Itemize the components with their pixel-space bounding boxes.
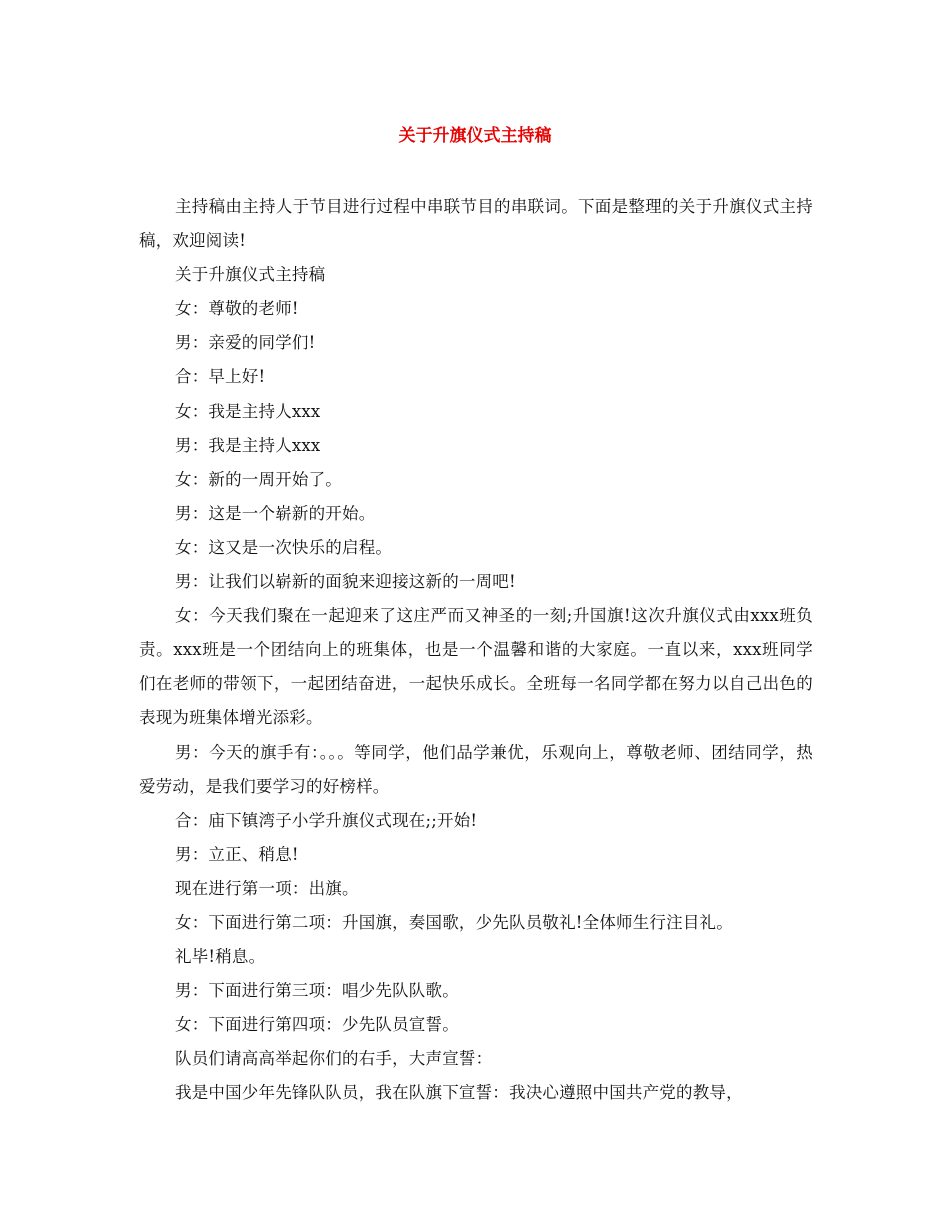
document-body — [139, 190, 813, 1111]
paragraph: 现在进行第一项：出旗。 — [175, 878, 359, 898]
paragraph: 女：今天我们聚在一起迎来了这庄严而又神圣的一刻;升国旗!这次升旗仪式由xxx班负责。xxx班是一个团结向上的班集体，也是一个温馨和谐的大家庭。一直以来，xxx班同学们在老师的带领下，一起团结奋进，一起快乐成长。全班每一名同学都在努力以自己出色的表现为班集体增光添彩。 — [139, 606, 813, 728]
document-title: 关于升旗仪式主持稿 — [398, 126, 552, 146]
paragraph: 合：庙下镇湾子小学升旗仪式现在;;开始! — [175, 810, 478, 830]
paragraph: 男：立正、稍息! — [175, 844, 299, 864]
paragraph: 女：新的一周开始了。 — [175, 469, 342, 489]
paragraph: 礼毕!稍息。 — [175, 947, 266, 967]
paragraph: 男：亲爱的同学们! — [175, 333, 316, 353]
paragraph: 关于升旗仪式主持稿 — [175, 265, 326, 285]
paragraph: 男：今天的旗手有：。。。等同学，他们品学兼优，乐观向上，尊敬老师、团结同学，热爱劳动，是我们要学习的好榜样。 — [139, 742, 813, 796]
paragraph: 合：早上好! — [175, 367, 266, 387]
paragraph: 队员们请高高举起你们的右手，大声宣誓： — [175, 1049, 493, 1069]
paragraph: 男：下面进行第三项：唱少先队队歌。 — [175, 981, 459, 1001]
paragraph: 我是中国少年先锋队队员，我在队旗下宣誓：我决心遵照中国共产党的教导， — [175, 1083, 743, 1103]
paragraph: 男：这是一个崭新的开始。 — [175, 503, 376, 523]
paragraph: 女：尊敬的老师! — [175, 299, 299, 319]
paragraph: 男：让我们以崭新的面貌来迎接这新的一周吧! — [175, 572, 516, 592]
paragraph: 女：下面进行第二项：升国旗，奏国歌，少先队员敬礼!全体师生行注目礼。 — [175, 912, 733, 932]
paragraph: 主持稿由主持人于节目进行过程中串联节目的串联词。下面是整理的关于升旗仪式主持稿，欢迎阅读! — [139, 197, 813, 251]
paragraph: 男：我是主持人xxx — [175, 435, 321, 455]
paragraph: 女：下面进行第四项：少先队员宣誓。 — [175, 1015, 459, 1035]
paragraph: 女：我是主持人xxx — [175, 401, 321, 421]
paragraph: 女：这又是一次快乐的启程。 — [175, 537, 393, 557]
